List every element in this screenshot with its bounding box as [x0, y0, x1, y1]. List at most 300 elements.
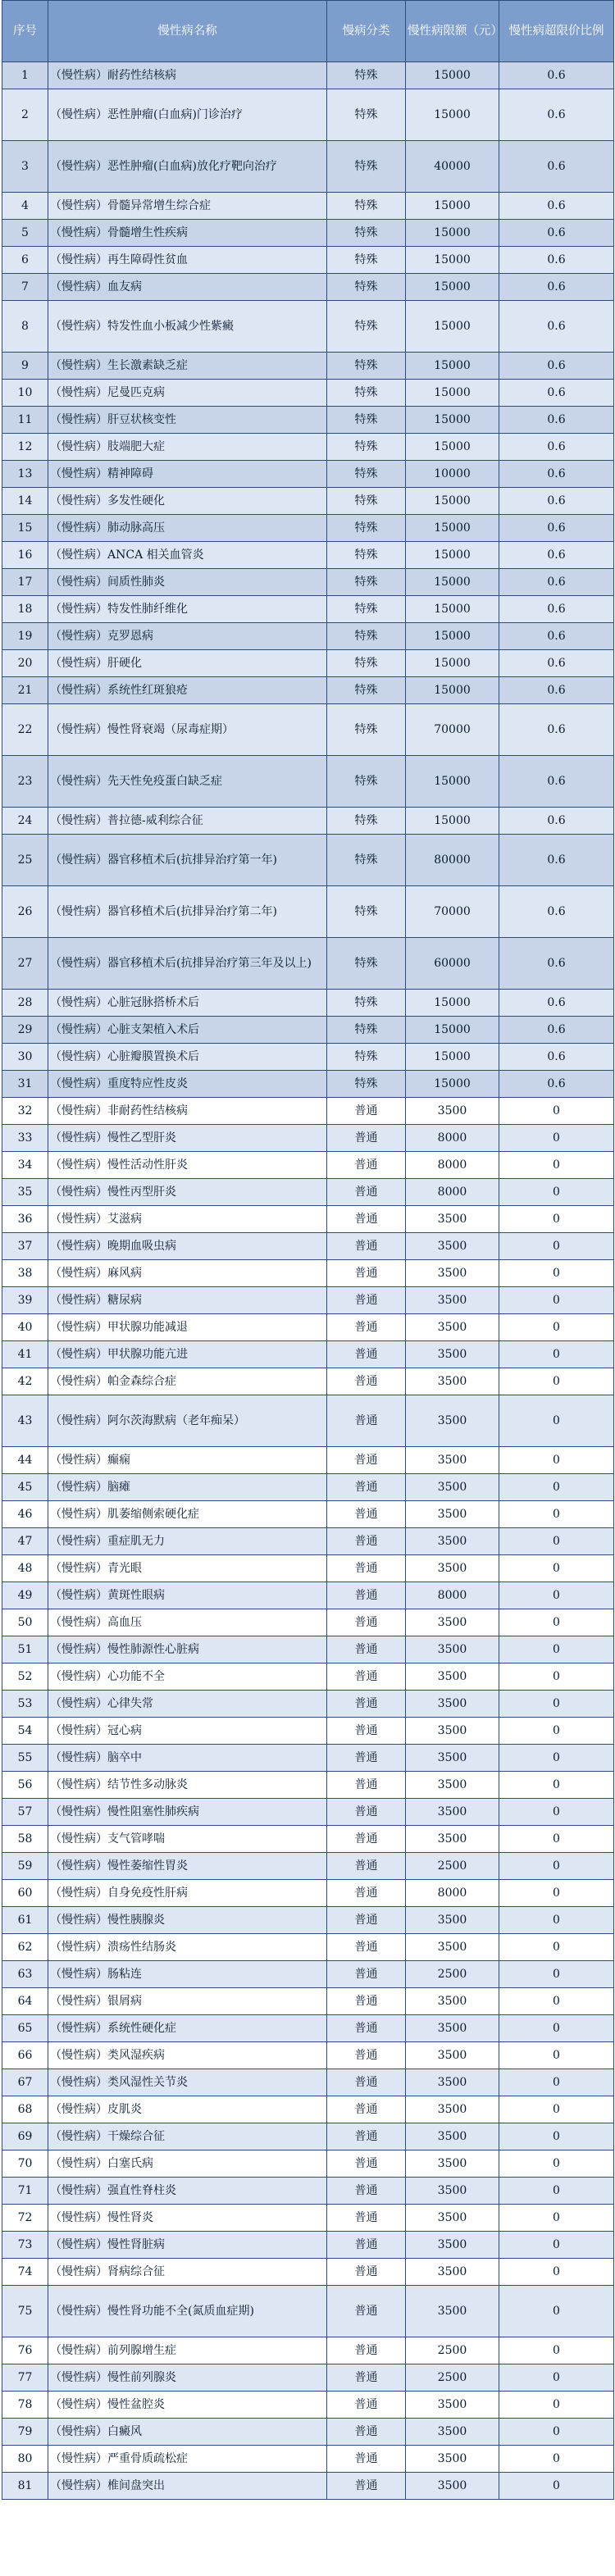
over-limit-ratio: 0 [499, 2232, 614, 2259]
row-number: 67 [2, 2069, 48, 2096]
table-row [2, 353, 614, 380]
limit-amount: 3500 [406, 2446, 499, 2473]
row-number: 3 [2, 141, 48, 193]
limit-amount: 8000 [406, 1582, 499, 1609]
table-row [2, 62, 614, 89]
disease-name: （慢性病）溃疡性结肠炎 [48, 1934, 327, 1961]
disease-name: （慢性病）结节性多动脉炎 [48, 1772, 327, 1799]
row-number: 17 [2, 569, 48, 596]
disease-name: （慢性病）尼曼匹克病 [48, 380, 327, 407]
over-limit-ratio: 0 [499, 2042, 614, 2069]
over-limit-ratio: 0 [499, 1206, 614, 1233]
disease-category: 普通 [327, 1314, 406, 1341]
disease-category: 普通 [327, 1663, 406, 1691]
limit-amount: 70000 [406, 886, 499, 938]
disease-name: （慢性病）心脏瓣膜置换术后 [48, 1044, 327, 1071]
over-limit-ratio: 0.6 [499, 353, 614, 380]
limit-amount: 40000 [406, 141, 499, 193]
disease-category: 特殊 [327, 650, 406, 677]
limit-amount: 15000 [406, 274, 499, 301]
disease-category: 特殊 [327, 1071, 406, 1098]
disease-category: 普通 [327, 1501, 406, 1528]
limit-amount: 3500 [406, 2232, 499, 2259]
table-row [2, 1988, 614, 2015]
table-row [2, 2096, 614, 2123]
disease-category: 特殊 [327, 407, 406, 434]
over-limit-ratio: 0 [499, 1799, 614, 1826]
disease-category: 特殊 [327, 515, 406, 542]
row-number: 29 [2, 1017, 48, 1044]
row-number: 27 [2, 938, 48, 990]
row-number: 8 [2, 301, 48, 353]
disease-category: 特殊 [327, 141, 406, 193]
disease-name: （慢性病）强直性脊柱炎 [48, 2178, 327, 2205]
row-number: 24 [2, 808, 48, 835]
limit-amount: 3500 [406, 1260, 499, 1287]
limit-amount: 3500 [406, 1609, 499, 1636]
row-number: 48 [2, 1555, 48, 1582]
over-limit-ratio: 0.6 [499, 274, 614, 301]
row-number: 60 [2, 1880, 48, 1907]
table-row [2, 434, 614, 461]
disease-category: 特殊 [327, 301, 406, 353]
limit-amount: 8000 [406, 1125, 499, 1152]
row-number: 70 [2, 2150, 48, 2178]
limit-amount: 15000 [406, 515, 499, 542]
disease-name: （慢性病）再生障碍性贫血 [48, 247, 327, 274]
limit-amount: 15000 [406, 569, 499, 596]
disease-name: （慢性病）多发性硬化 [48, 488, 327, 515]
disease-name: （慢性病）慢性前列腺炎 [48, 2364, 327, 2392]
disease-category: 特殊 [327, 461, 406, 488]
row-number: 35 [2, 1179, 48, 1206]
over-limit-ratio: 0 [499, 2446, 614, 2473]
over-limit-ratio: 0 [499, 2096, 614, 2123]
limit-amount: 3500 [406, 2015, 499, 2042]
limit-amount: 15000 [406, 62, 499, 89]
disease-category: 普通 [327, 1528, 406, 1555]
over-limit-ratio: 0 [499, 1233, 614, 1260]
disease-category: 普通 [327, 2015, 406, 2042]
limit-amount: 3500 [406, 1907, 499, 1934]
disease-name: （慢性病）冠心病 [48, 1718, 327, 1745]
over-limit-ratio: 0.6 [499, 461, 614, 488]
disease-name: （慢性病）严重骨质疏松症 [48, 2446, 327, 2473]
limit-amount: 3500 [406, 1555, 499, 1582]
disease-category: 普通 [327, 1961, 406, 1988]
disease-category: 特殊 [327, 623, 406, 650]
over-limit-ratio: 0 [499, 1826, 614, 1853]
disease-category: 普通 [327, 2150, 406, 2178]
table-row [2, 2178, 614, 2205]
over-limit-ratio: 0 [499, 1853, 614, 1880]
over-limit-ratio: 0.6 [499, 247, 614, 274]
disease-category: 普通 [327, 1745, 406, 1772]
row-number: 33 [2, 1125, 48, 1152]
limit-amount: 3500 [406, 2069, 499, 2096]
table-row [2, 542, 614, 569]
disease-name: （慢性病）重度特应性皮炎 [48, 1071, 327, 1098]
table-row [2, 2232, 614, 2259]
disease-name: （慢性病）ANCA 相关血管炎 [48, 542, 327, 569]
disease-category: 普通 [327, 1582, 406, 1609]
disease-name: （慢性病）银屑病 [48, 1988, 327, 2015]
row-number: 2 [2, 89, 48, 141]
disease-category: 普通 [327, 1098, 406, 1125]
row-number: 52 [2, 1663, 48, 1691]
row-number: 50 [2, 1609, 48, 1636]
over-limit-ratio: 0 [499, 2259, 614, 2286]
table-row [2, 1071, 614, 1098]
row-number: 68 [2, 2096, 48, 2123]
row-number: 47 [2, 1528, 48, 1555]
row-number: 55 [2, 1745, 48, 1772]
disease-category: 普通 [327, 1880, 406, 1907]
row-number: 79 [2, 2419, 48, 2446]
over-limit-ratio: 0.6 [499, 193, 614, 220]
disease-name: （慢性病）系统性硬化症 [48, 2015, 327, 2042]
disease-category: 特殊 [327, 990, 406, 1017]
over-limit-ratio: 0 [499, 2473, 614, 2500]
row-number: 37 [2, 1233, 48, 1260]
disease-category: 普通 [327, 1853, 406, 1880]
table-row [2, 2446, 614, 2473]
disease-category: 普通 [327, 2069, 406, 2096]
over-limit-ratio: 0 [499, 1341, 614, 1368]
disease-category: 普通 [327, 1555, 406, 1582]
table-row [2, 835, 614, 886]
disease-name: （慢性病）类风湿疾病 [48, 2042, 327, 2069]
disease-category: 普通 [327, 2419, 406, 2446]
over-limit-ratio: 0 [499, 1880, 614, 1907]
disease-category: 普通 [327, 1636, 406, 1663]
disease-name: （慢性病）脑卒中 [48, 1745, 327, 1772]
row-number: 23 [2, 756, 48, 808]
table-row [2, 2150, 614, 2178]
table-row [2, 1341, 614, 1368]
row-number: 18 [2, 596, 48, 623]
row-number: 72 [2, 2205, 48, 2232]
disease-category: 普通 [327, 1260, 406, 1287]
disease-category: 普通 [327, 1691, 406, 1718]
disease-name: （慢性病）慢性萎缩性胃炎 [48, 1853, 327, 1880]
limit-amount: 3500 [406, 2392, 499, 2419]
disease-name: （慢性病）肠粘连 [48, 1961, 327, 1988]
over-limit-ratio: 0 [499, 1125, 614, 1152]
limit-amount: 3500 [406, 1474, 499, 1501]
table-row [2, 2205, 614, 2232]
disease-name: （慢性病）甲状腺功能亢进 [48, 1341, 327, 1368]
table-row [2, 407, 614, 434]
over-limit-ratio: 0.6 [499, 650, 614, 677]
row-number: 34 [2, 1152, 48, 1179]
over-limit-ratio: 0 [499, 2364, 614, 2392]
over-limit-ratio: 0 [499, 1988, 614, 2015]
disease-category: 特殊 [327, 569, 406, 596]
disease-category: 普通 [327, 1718, 406, 1745]
disease-name: （慢性病）白塞氏病 [48, 2150, 327, 2178]
disease-name: （慢性病）肝硬化 [48, 650, 327, 677]
limit-amount: 3500 [406, 1501, 499, 1528]
disease-name: （慢性病）麻风病 [48, 1260, 327, 1287]
table-row [2, 2337, 614, 2364]
over-limit-ratio: 0 [499, 1961, 614, 1988]
disease-name: （慢性病）耐药性结核病 [48, 62, 327, 89]
row-number: 63 [2, 1961, 48, 1988]
disease-name: （慢性病）青光眼 [48, 1555, 327, 1582]
table-row [2, 1447, 614, 1474]
disease-category: 特殊 [327, 434, 406, 461]
over-limit-ratio: 0 [499, 1179, 614, 1206]
over-limit-ratio: 0 [499, 2069, 614, 2096]
disease-category: 普通 [327, 2337, 406, 2364]
header-name: 慢性病名称 [48, 1, 327, 62]
table-row [2, 990, 614, 1017]
row-number: 13 [2, 461, 48, 488]
row-number: 30 [2, 1044, 48, 1071]
disease-name: （慢性病）阿尔茨海默病（老年痴呆） [48, 1395, 327, 1447]
over-limit-ratio: 0 [499, 1287, 614, 1314]
header-ratio: 慢性病超限价比例 [499, 1, 614, 62]
row-number: 16 [2, 542, 48, 569]
over-limit-ratio: 0.6 [499, 938, 614, 990]
disease-category: 普通 [327, 1395, 406, 1447]
disease-category: 普通 [327, 2178, 406, 2205]
disease-name: （慢性病）非耐药性结核病 [48, 1098, 327, 1125]
disease-name: （慢性病）自身免疫性肝病 [48, 1880, 327, 1907]
over-limit-ratio: 0.6 [499, 835, 614, 886]
table-row [2, 301, 614, 353]
limit-amount: 3500 [406, 1663, 499, 1691]
over-limit-ratio: 0.6 [499, 488, 614, 515]
limit-amount: 3500 [406, 1745, 499, 1772]
disease-category: 普通 [327, 1447, 406, 1474]
limit-amount: 2500 [406, 1961, 499, 1988]
table-row [2, 1691, 614, 1718]
over-limit-ratio: 0 [499, 1636, 614, 1663]
disease-category: 普通 [327, 2232, 406, 2259]
limit-amount: 15000 [406, 1044, 499, 1071]
over-limit-ratio: 0 [499, 1098, 614, 1125]
table-row [2, 704, 614, 756]
limit-amount: 15000 [406, 1017, 499, 1044]
limit-amount: 2500 [406, 1853, 499, 1880]
disease-category: 普通 [327, 1287, 406, 1314]
limit-amount: 15000 [406, 542, 499, 569]
over-limit-ratio: 0 [499, 1609, 614, 1636]
over-limit-ratio: 0.6 [499, 1044, 614, 1071]
table-row [2, 2015, 614, 2042]
over-limit-ratio: 0 [499, 1447, 614, 1474]
row-number: 41 [2, 1341, 48, 1368]
row-number: 31 [2, 1071, 48, 1098]
table-row [2, 1961, 614, 1988]
disease-name: （慢性病）心功能不全 [48, 1663, 327, 1691]
row-number: 43 [2, 1395, 48, 1447]
table-row [2, 938, 614, 990]
row-number: 44 [2, 1447, 48, 1474]
disease-name: （慢性病）心脏支架植入术后 [48, 1017, 327, 1044]
row-number: 7 [2, 274, 48, 301]
over-limit-ratio: 0 [499, 2286, 614, 2337]
header-category: 慢病分类 [327, 1, 406, 62]
table-row [2, 193, 614, 220]
over-limit-ratio: 0 [499, 1555, 614, 1582]
table-row [2, 1017, 614, 1044]
row-number: 4 [2, 193, 48, 220]
disease-category: 普通 [327, 1125, 406, 1152]
row-number: 73 [2, 2232, 48, 2259]
table-row [2, 1152, 614, 1179]
table-row [2, 2069, 614, 2096]
disease-name: （慢性病）心律失常 [48, 1691, 327, 1718]
disease-category: 特殊 [327, 220, 406, 247]
disease-name: （慢性病）慢性乙型肝炎 [48, 1125, 327, 1152]
over-limit-ratio: 0.6 [499, 434, 614, 461]
row-number: 75 [2, 2286, 48, 2337]
table-row [2, 1287, 614, 1314]
table-row [2, 1125, 614, 1152]
limit-amount: 2500 [406, 2337, 499, 2364]
disease-category: 普通 [327, 1934, 406, 1961]
table-row [2, 141, 614, 193]
limit-amount: 3500 [406, 2042, 499, 2069]
over-limit-ratio: 0 [499, 1663, 614, 1691]
row-number: 77 [2, 2364, 48, 2392]
row-number: 39 [2, 1287, 48, 1314]
over-limit-ratio: 0.6 [499, 407, 614, 434]
row-number: 65 [2, 2015, 48, 2042]
disease-name: （慢性病）精神障碍 [48, 461, 327, 488]
table-row [2, 247, 614, 274]
row-number: 64 [2, 1988, 48, 2015]
limit-amount: 8000 [406, 1880, 499, 1907]
disease-name: （慢性病）慢性阻塞性肺疾病 [48, 1799, 327, 1826]
disease-name: （慢性病）器官移植术后(抗排异治疗第三年及以上) [48, 938, 327, 990]
limit-amount: 3500 [406, 2473, 499, 2500]
disease-category: 普通 [327, 1368, 406, 1395]
limit-amount: 15000 [406, 488, 499, 515]
table-row [2, 1555, 614, 1582]
disease-category: 特殊 [327, 62, 406, 89]
row-number: 76 [2, 2337, 48, 2364]
over-limit-ratio: 0 [499, 2150, 614, 2178]
limit-amount: 3500 [406, 1098, 499, 1125]
over-limit-ratio: 0 [499, 1260, 614, 1287]
row-number: 53 [2, 1691, 48, 1718]
table-row [2, 1528, 614, 1555]
disease-category: 普通 [327, 2392, 406, 2419]
disease-name: （慢性病）慢性肾脏病 [48, 2232, 327, 2259]
disease-name: （慢性病）慢性肺源性心脏病 [48, 1636, 327, 1663]
row-number: 11 [2, 407, 48, 434]
row-number: 5 [2, 220, 48, 247]
limit-amount: 3500 [406, 1988, 499, 2015]
disease-name: （慢性病）恶性肿瘤(白血病)放化疗靶向治疗 [48, 141, 327, 193]
limit-amount: 3500 [406, 2123, 499, 2150]
over-limit-ratio: 0.6 [499, 596, 614, 623]
row-number: 54 [2, 1718, 48, 1745]
disease-name: （慢性病）椎间盘突出 [48, 2473, 327, 2500]
disease-category: 普通 [327, 2446, 406, 2473]
disease-name: （慢性病）先天性免疫蛋白缺乏症 [48, 756, 327, 808]
over-limit-ratio: 0.6 [499, 704, 614, 756]
limit-amount: 3500 [406, 2150, 499, 2178]
row-number: 81 [2, 2473, 48, 2500]
row-number: 21 [2, 677, 48, 704]
limit-amount: 3500 [406, 2419, 499, 2446]
over-limit-ratio: 0 [499, 2392, 614, 2419]
table-row [2, 1853, 614, 1880]
over-limit-ratio: 0.6 [499, 1017, 614, 1044]
limit-amount: 3500 [406, 1314, 499, 1341]
table-row [2, 808, 614, 835]
disease-category: 普通 [327, 1826, 406, 1853]
limit-amount: 8000 [406, 1152, 499, 1179]
row-number: 25 [2, 835, 48, 886]
disease-name: （慢性病）普拉德-威利综合征 [48, 808, 327, 835]
disease-category: 特殊 [327, 274, 406, 301]
row-number: 6 [2, 247, 48, 274]
header-no: 序号 [2, 1, 48, 62]
disease-name: （慢性病）慢性盆腔炎 [48, 2392, 327, 2419]
row-number: 19 [2, 623, 48, 650]
table-row [2, 1609, 614, 1636]
over-limit-ratio: 0 [499, 2419, 614, 2446]
table-row [2, 488, 614, 515]
disease-name: （慢性病）慢性胰腺炎 [48, 1907, 327, 1934]
over-limit-ratio: 0 [499, 1528, 614, 1555]
disease-name: （慢性病）类风湿性关节炎 [48, 2069, 327, 2096]
over-limit-ratio: 0.6 [499, 141, 614, 193]
limit-amount: 15000 [406, 990, 499, 1017]
limit-amount: 3500 [406, 1772, 499, 1799]
disease-name: （慢性病）黄斑性眼病 [48, 1582, 327, 1609]
disease-category: 特殊 [327, 193, 406, 220]
over-limit-ratio: 0 [499, 1368, 614, 1395]
disease-name: （慢性病）生长激素缺乏症 [48, 353, 327, 380]
disease-category: 特殊 [327, 704, 406, 756]
table-row [2, 596, 614, 623]
table-row [2, 1314, 614, 1341]
limit-amount: 3500 [406, 1718, 499, 1745]
limit-amount: 3500 [406, 1395, 499, 1447]
disease-category: 普通 [327, 1799, 406, 1826]
row-number: 71 [2, 2178, 48, 2205]
disease-name: （慢性病）糖尿病 [48, 1287, 327, 1314]
row-number: 28 [2, 990, 48, 1017]
row-number: 38 [2, 1260, 48, 1287]
limit-amount: 3500 [406, 2286, 499, 2337]
table-row [2, 1880, 614, 1907]
disease-category: 普通 [327, 2205, 406, 2232]
limit-amount: 15000 [406, 220, 499, 247]
table-row [2, 1799, 614, 1826]
limit-amount: 3500 [406, 1341, 499, 1368]
disease-name: （慢性病）肢端肥大症 [48, 434, 327, 461]
disease-name: （慢性病）白癜风 [48, 2419, 327, 2446]
chronic-disease-table [2, 0, 614, 2500]
disease-category: 普通 [327, 2473, 406, 2500]
row-number: 20 [2, 650, 48, 677]
limit-amount: 15000 [406, 756, 499, 808]
disease-category: 普通 [327, 2259, 406, 2286]
disease-name: （慢性病）慢性丙型肝炎 [48, 1179, 327, 1206]
disease-name: （慢性病）慢性活动性肝炎 [48, 1152, 327, 1179]
limit-amount: 70000 [406, 704, 499, 756]
disease-name: （慢性病）慢性肾衰竭（尿毒症期） [48, 704, 327, 756]
table-row [2, 515, 614, 542]
